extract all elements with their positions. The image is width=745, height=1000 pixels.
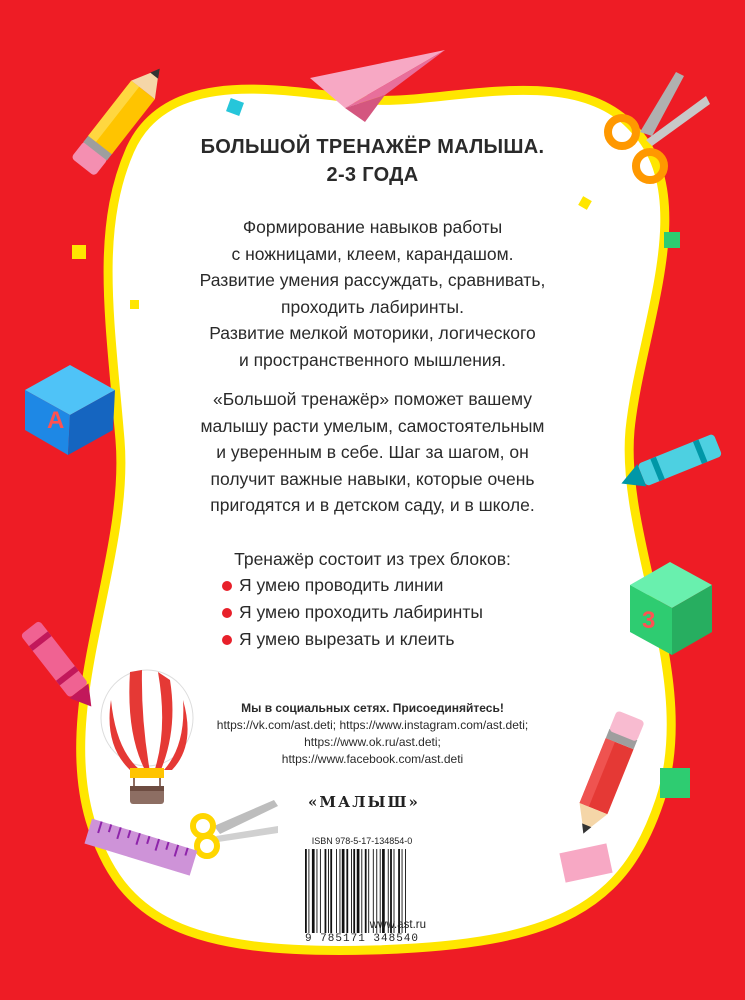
promo-line: пригодятся и в детском саду, и в школе. xyxy=(210,495,535,515)
isbn-text: ISBN 978-5-17-134854-0 xyxy=(311,836,413,846)
book-title xyxy=(0,133,745,189)
description-line: с ножницами, клеем, карандашом. xyxy=(231,243,514,264)
blocks-intro: Тренажёр состоит из трех блоков: xyxy=(234,549,511,569)
description-line: проходить лабиринты. xyxy=(281,296,464,317)
promo-line: «Большой тренажёр» поможет вашему xyxy=(212,389,533,409)
blocks-list-item: Я умею проходить лабиринты xyxy=(222,599,483,626)
barcode-digits: 9 785171 348540 xyxy=(304,933,420,945)
social-link-line[interactable]: https://vk.com/ast.deti; https://www.instagram.com/ast.deti; xyxy=(216,718,529,732)
description-line: Формирование навыков работы xyxy=(242,217,503,237)
promo-line: получит важные навыки, которые очень xyxy=(210,468,535,489)
social-heading: Мы в социальных сетях. Присоединяйтесь! xyxy=(241,701,504,715)
blocks-list-item: Я умею проводить линии xyxy=(222,572,483,599)
description-paragraph xyxy=(0,214,745,373)
description-line: Развитие мелкой моторики, логического xyxy=(209,323,536,343)
promo-line: и уверенным в себе. Шаг за шагом, он xyxy=(216,442,529,462)
svg-text:3: 3 xyxy=(642,607,656,634)
book-title-line-1: БОЛЬШОЙ ТРЕНАЖЁР МАЛЫША. xyxy=(200,136,545,158)
blocks-list xyxy=(222,572,483,653)
social-link-line[interactable]: https://www.facebook.com/ast.deti xyxy=(281,752,464,766)
description-line: и пространственного мышления. xyxy=(238,349,507,370)
description-line: Развитие умения рассуждать, сравнивать, xyxy=(199,270,546,290)
social-links xyxy=(0,717,745,768)
social-link-line[interactable]: https://www.ok.ru/ast.deti; xyxy=(304,735,441,749)
promo-paragraph xyxy=(0,386,745,519)
confetti-square xyxy=(660,768,690,798)
publisher-website[interactable]: www.ast.ru xyxy=(369,919,426,931)
svg-text:А: А xyxy=(47,407,65,434)
blocks-list-item: Я умею вырезать и клеить xyxy=(222,626,483,653)
promo-line: малышу расти умелым, самостоятельным xyxy=(200,415,545,436)
publisher-logo: «МАЛЫШ» xyxy=(308,793,420,811)
book-title-line-2: 2-3 ГОДА xyxy=(326,164,419,186)
barcode-block xyxy=(298,833,426,965)
